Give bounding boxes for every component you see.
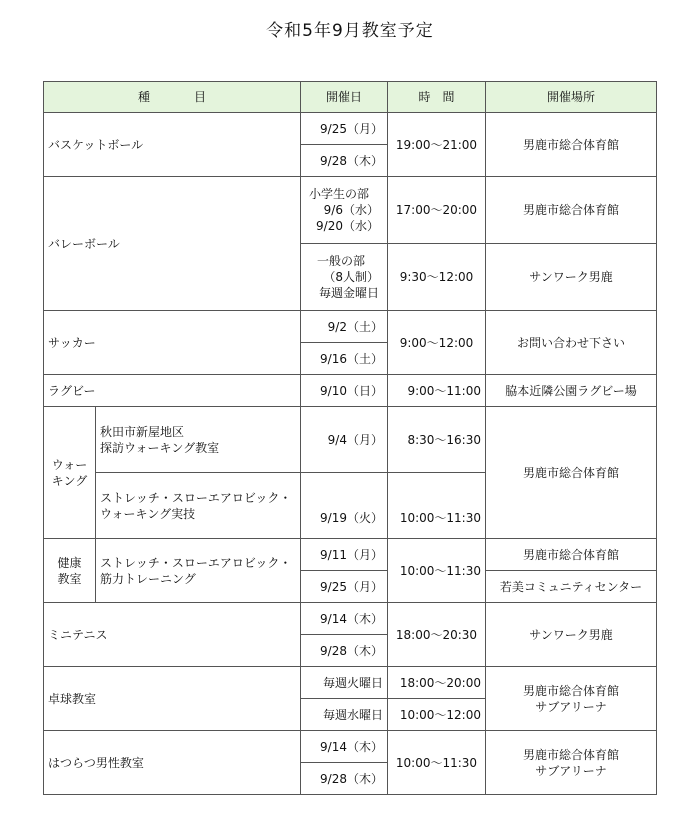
- event-place: 男鹿市総合体育館: [486, 407, 657, 539]
- event-date: 一般の部 （8人制） 毎週金曜日: [301, 244, 388, 311]
- event-time: 10:00～11:30: [388, 731, 486, 795]
- header-kind: 種 目: [44, 82, 301, 113]
- event-date: 9/28（木）: [301, 635, 388, 667]
- event-name: 健康 教室: [44, 539, 96, 603]
- event-date: 9/2（土）: [301, 311, 388, 343]
- event-date: 小学生の部 9/6（水） 9/20（水）: [301, 177, 388, 244]
- table-row: [44, 407, 657, 473]
- event-place: 男鹿市総合体育館: [486, 539, 657, 571]
- event-name: ラグビー: [44, 375, 301, 407]
- page-title: 令和5年9月教室予定: [266, 21, 434, 41]
- header-time: 時 間: [388, 82, 486, 113]
- group-label: 一般の部: [316, 254, 365, 268]
- event-place: サンワーク男鹿: [486, 244, 657, 311]
- event-time: 9:00～12:00: [388, 311, 486, 375]
- event-date: 9/25（月）: [301, 571, 388, 603]
- event-date: 毎週火曜日: [301, 667, 388, 699]
- event-place: 男鹿市総合体育館: [486, 113, 657, 177]
- event-place: 若美コミュニティセンター: [486, 571, 657, 603]
- event-place: 脇本近隣公園ラグビー場: [486, 375, 657, 407]
- event-time: 17:00～20:00: [388, 177, 486, 244]
- header-row: [44, 82, 657, 113]
- table-row: [44, 311, 657, 343]
- event-time: 10:00～11:30: [388, 473, 486, 539]
- event-time: 18:00～20:00: [388, 667, 486, 699]
- event-place: 男鹿市総合体育館 サブアリーナ: [486, 731, 657, 795]
- event-date: 毎週水曜日: [301, 699, 388, 731]
- table-row: [44, 731, 657, 763]
- event-name: ミニテニス: [44, 603, 301, 667]
- event-date: 9/4（月）: [301, 407, 388, 473]
- table-row: [44, 113, 657, 145]
- sub-event: 秋田市新屋地区 探訪ウォーキング教室: [96, 407, 301, 473]
- event-date: 9/28（木）: [301, 145, 388, 177]
- event-time: 18:00～20:30: [388, 603, 486, 667]
- event-date: 9/10（日）: [301, 375, 388, 407]
- event-place: サンワーク男鹿: [486, 603, 657, 667]
- event-name: 卓球教室: [44, 667, 301, 731]
- schedule-table: [43, 81, 657, 795]
- event-place: 男鹿市総合体育館 サブアリーナ: [486, 667, 657, 731]
- event-time: 9:00～11:00: [388, 375, 486, 407]
- event-time: 8:30～16:30: [388, 407, 486, 473]
- event-name: ウォー キング: [44, 407, 96, 539]
- header-place: 開催場所: [486, 82, 657, 113]
- event-place: 男鹿市総合体育館: [486, 177, 657, 244]
- sub-event: ストレッチ・スローエアロビック・ 筋力トレーニング: [96, 539, 301, 603]
- event-date: 9/19（火）: [301, 473, 388, 539]
- event-date: 9/28（木）: [301, 763, 388, 795]
- event-date: 9/25（月）: [301, 113, 388, 145]
- event-date: 9/14（木）: [301, 603, 388, 635]
- event-time: 19:00～21:00: [388, 113, 486, 177]
- event-date: 9/16（土）: [301, 343, 388, 375]
- table-row: [44, 177, 657, 244]
- event-name: サッカー: [44, 311, 301, 375]
- event-date: 9/11（月）: [301, 539, 388, 571]
- event-name: バスケットボール: [44, 113, 301, 177]
- event-place: お問い合わせ下さい: [486, 311, 657, 375]
- event-name: はつらつ男性教室: [44, 731, 301, 795]
- event-time: 9:30～12:00: [388, 244, 486, 311]
- header-date: 開催日: [301, 82, 388, 113]
- sub-event: ストレッチ・スローエアロビック・ ウォーキング実技: [96, 473, 301, 539]
- table-row: [44, 667, 657, 699]
- event-name: バレーボール: [44, 177, 301, 311]
- table-row: [44, 539, 657, 571]
- event-time: 10:00～12:00: [388, 699, 486, 731]
- table-row: [44, 603, 657, 635]
- event-date: 9/14（木）: [301, 731, 388, 763]
- event-time: 10:00～11:30: [388, 539, 486, 603]
- table-row: [44, 375, 657, 407]
- group-label: 小学生の部: [308, 187, 369, 201]
